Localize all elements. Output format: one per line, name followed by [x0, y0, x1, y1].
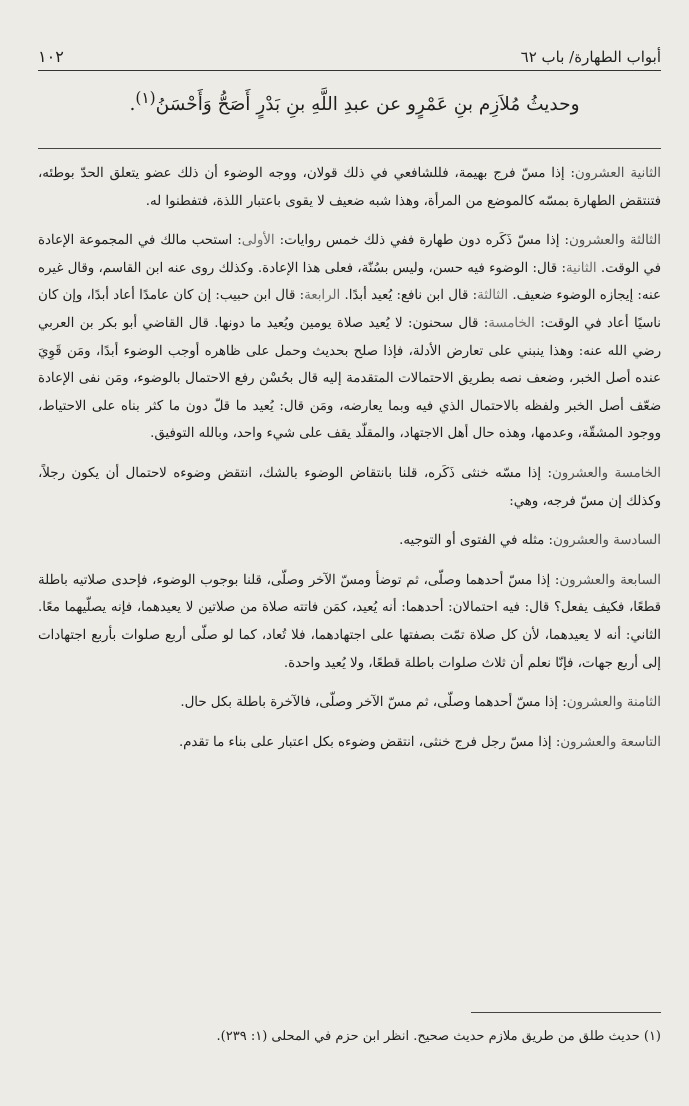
issue-heading: الخامسة والعشرون: [552, 465, 662, 481]
hadith-text: وحديثُ مُلاَزِم بنِ عَمْرٍو عن عبدِ اللَّهِ بنِ بَدْرٍ أَصَحُّ وَأَحْسَنُ: [155, 94, 580, 116]
issue-text: : قال ابن نافع: يُعيد أبدًا.: [340, 288, 478, 304]
issue-26: [38, 527, 661, 555]
issue-text: : إذا مسّ فرج بهيمة، فللشافعي في ذلك قولان، ووجه الوضوء أن ذلك عضو يتعلق الحدّ بوطئه، فتنتقض الطهارة بمسّه كالموضع من المرأة، وهذا شبه ضعيف لا يقوى باعتبار اللذة، فتفطنوا له.: [38, 166, 661, 209]
issue-heading: السابعة والعشرون: [559, 572, 661, 588]
footnote: (١) حديث طلق من طريق ملازم حديث صحيح. انظر ابن حزم في المحلى (١: ٢٣٩).: [216, 1029, 661, 1044]
issue-heading: السادسة والعشرون: [552, 533, 661, 549]
issue-heading: الثانية العشرون: [574, 166, 661, 181]
issue-text: : مثله في الفتوى أو التوجيه.: [399, 533, 553, 549]
footnote-ref[interactable]: (١): [135, 89, 156, 107]
page-header: [38, 28, 661, 71]
narration-label: الثانية: [565, 260, 597, 276]
issue-text: : إذا مسّ أحدهما وصلّى، ثم توضأ ومسّ الآخر وصلّى، قلنا بوجوب الوضوء، فإحدى صلاتيه باطلة قطعًا، فكيف يفعل؟ قال: فيه احتمالان: أحدهما: أنه يُعيد، كمَن فاتته صلاة من صلاتين لا يعيدهما، فإنه يصلّيهما معًا. الثاني: أنه لا يعيدهما، لأن كل صلاة تمّت بصفتها على اجتهادهما، فلا تُعاد، كما لو صلّى أربع صلوات بأربع اجتهادات إلى أربع جهات، فإنّا نعلم أن ثلاث صلوات باطلة قطعًا، ولا يُعيد واحدة.: [38, 572, 661, 671]
issue-28: [38, 689, 661, 717]
issue-heading: التاسعة والعشرون: [560, 734, 661, 750]
page-number: ١٠٢: [38, 47, 64, 66]
issue-27: [38, 567, 661, 677]
issue-heading: الثامنة والعشرون: [566, 695, 661, 711]
issue-text: : إذا مسّ أحدهما وصلّى، ثم مسّ الآخر وصلّى، فالآخرة باطلة بكل حال.: [180, 695, 567, 711]
issue-text: : قال: الوضوء فيه حسن، وليس بسُنّة، فعلى هذا الإعادة. وكذلك روى عنه ابن القاسم، وقال غيره عنه: إيجازه الوضوء ضعيف.: [38, 260, 661, 304]
issue-text: : إذا مسّ ذَكَره دون طهارة ففي ذلك خمس روايات:: [274, 233, 569, 249]
issue-23: [38, 227, 661, 448]
issue-text: : إذا مسّ رجل فرج خنثى، انتقض وضوءه بكل اعتبار على بناء ما تقدم.: [178, 734, 561, 750]
issue-29: [38, 729, 661, 757]
section-divider: [38, 148, 661, 149]
issue-22: [38, 160, 661, 215]
issue-heading: الثالثة والعشرون: [569, 233, 661, 249]
issue-text: : إذا مسّه خنثى ذَكَره، قلنا بانتقاض الوضوء بالشك، انتقض وضوءه لاحتمال أن يكون رجلاً، وكذلك إن مسّ فرجه، وهي:: [38, 465, 661, 509]
issue-text: : قال ابن حبيب: إن كان عامدًا أعاد أبدًا، وإن كان ناسيًا أعاد في الوقت:: [38, 288, 661, 331]
footnote-divider: [471, 1012, 661, 1013]
hadith-line: [70, 82, 639, 121]
narration-label: الأولى: [241, 233, 275, 249]
issue-25: [38, 460, 661, 515]
narration-label: الرابعة: [304, 288, 341, 304]
running-title: أبواب الطهارة/ باب ٦٢: [520, 48, 661, 66]
narration-label: الخامسة: [488, 315, 535, 331]
hadith-end: .: [129, 94, 136, 116]
commentary-body: [38, 160, 661, 768]
issue-text: : قال سحنون: لا يُعيد صلاة يومين ويُعيد ما دونها. قال القاضي أبو بكر بن العربي رضي الله عنه: وهذا ينبني على تعارض الأدلة، فإذا صلح بحديث وحمل على ظاهره أوجب الوضوء أبدًا، ومَن قَوِيَ عنده أصل الخبر، وضعف نصه بطريق الاحتمالات المتقدمة إليه قال بحُسْن رفع الاحتمال بالوضوء، ومَن نفى الإعادة ضعّف أصل الخبر ولفظه بالاحتمال الذي فيه وبما يعارضه، ومَن قال: يُعيد ما قلّ دون ما كثر بناه على الاحتياط، ووجود المشقّة، وعدمها، وهذه حال أهل الاجتهاد، والمقلّد يقف على شيء واحد، وبالله التوفيق.: [38, 315, 661, 442]
narration-label: الثالثة: [477, 288, 509, 304]
issue-text: : استحب مالك في المجموعة الإعادة في الوقت.: [38, 233, 661, 276]
